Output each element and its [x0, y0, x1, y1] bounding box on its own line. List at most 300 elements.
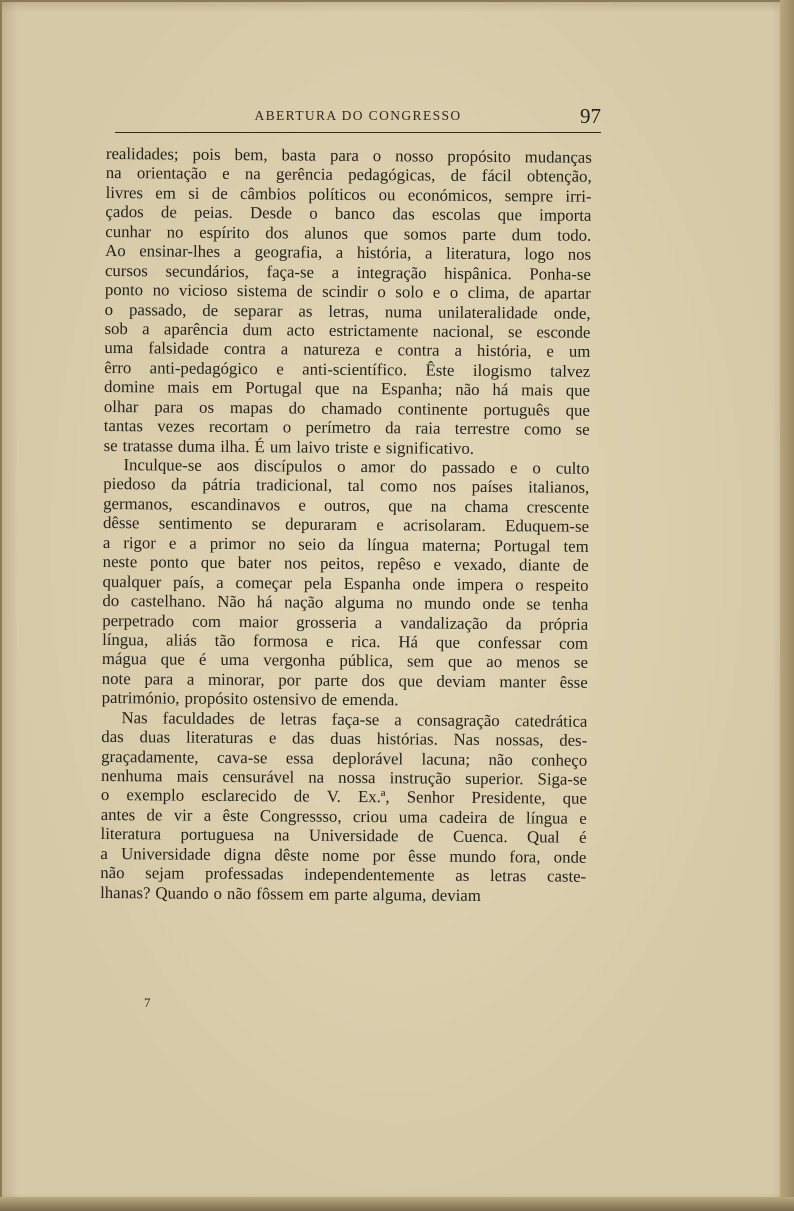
word: onde [553, 847, 587, 867]
word: a [233, 242, 242, 262]
word: anti-pedagógico [149, 358, 258, 379]
word: repêso [376, 554, 421, 574]
word: aliás [166, 630, 197, 650]
word: e [509, 458, 518, 478]
word: livres [105, 182, 143, 203]
word: mundo [424, 593, 471, 613]
word: antes [100, 804, 136, 825]
word: criou [352, 806, 388, 827]
word: chama [464, 496, 509, 517]
word: laivo [296, 437, 330, 457]
word: a [216, 572, 224, 592]
word: de [160, 202, 177, 222]
word: deviam [431, 885, 481, 905]
word: dêste [274, 845, 309, 865]
word: clima, [467, 282, 510, 303]
word: bem, [234, 145, 268, 165]
word: Ponha-se [529, 263, 592, 284]
word: continente [397, 398, 468, 419]
word: primor [209, 533, 256, 553]
word: Êste [425, 360, 455, 380]
word: na [244, 164, 261, 184]
word: de [146, 805, 163, 825]
word: gerência [275, 164, 333, 185]
word: a [100, 843, 108, 863]
word: êsse [559, 672, 588, 692]
word: e [268, 728, 277, 748]
word: Nas [453, 729, 480, 750]
word: apartar [544, 283, 591, 303]
text-line [102, 649, 588, 672]
word: numa [384, 301, 423, 321]
word: como [379, 476, 418, 496]
word: basta [281, 145, 317, 165]
page-number: 97 [580, 104, 601, 128]
word: falsidade [148, 338, 209, 359]
word: des- [559, 730, 588, 750]
word: o [532, 458, 541, 478]
word: Universidade [308, 825, 399, 846]
word: de [572, 555, 589, 575]
word: que [315, 378, 340, 399]
word: Portugal [245, 378, 303, 398]
word: rica. [351, 631, 381, 652]
word: depuraram [285, 514, 358, 535]
word: fora, [509, 846, 541, 867]
word: e [432, 282, 441, 302]
word: a [331, 262, 340, 282]
word: Cuenca. [452, 827, 508, 847]
word: do [102, 591, 120, 611]
word: professadas [205, 863, 284, 884]
word: castelhano. [130, 591, 206, 611]
word: que [388, 496, 413, 516]
text-line [101, 747, 587, 770]
word: pátria [202, 475, 241, 495]
word: Presidente, [471, 788, 546, 808]
word: si [188, 183, 200, 203]
word: mais [521, 380, 553, 400]
word: integração [356, 262, 427, 283]
word: propósito [184, 688, 248, 709]
word: e [222, 164, 230, 184]
word: se [526, 594, 541, 614]
text-line [100, 883, 586, 906]
word: esconde [536, 322, 591, 342]
word: das [292, 728, 315, 748]
word: na [105, 163, 122, 183]
word: o [337, 456, 346, 476]
word: se [573, 653, 589, 673]
word: a [189, 533, 197, 553]
word: qualquer [102, 571, 162, 592]
word: êrro [104, 357, 132, 378]
word: o [449, 282, 459, 302]
word: que [398, 671, 423, 691]
word: não [100, 863, 125, 883]
word: português [483, 399, 550, 420]
word: e [546, 341, 554, 361]
word: que [363, 223, 389, 243]
word: contra [223, 339, 266, 359]
word: significativo. [385, 437, 475, 458]
word: alunos [304, 223, 349, 243]
body-text [100, 144, 592, 906]
word: propósito [447, 146, 511, 167]
word: há [256, 592, 273, 612]
word: há [492, 380, 509, 400]
word: Senhor [406, 787, 455, 808]
word: e [376, 515, 384, 535]
word: acrisolaram. [403, 515, 486, 536]
word: que [497, 205, 523, 225]
word: digna [223, 844, 262, 864]
word: onde [412, 574, 446, 594]
text-line [104, 416, 590, 439]
word: triste [334, 437, 369, 457]
word: Quando [155, 883, 209, 903]
word: alguma, [372, 884, 427, 905]
word: histórias. [376, 729, 438, 749]
word: o [515, 574, 524, 594]
word: aparência [163, 319, 229, 339]
word: dêsse [102, 513, 140, 533]
signature-mark: 7 [144, 995, 151, 1010]
word: deviam [436, 671, 486, 691]
word: o [377, 282, 386, 302]
word: terrestre [454, 418, 510, 439]
word: obtenção, [526, 166, 592, 187]
word: tradicional, [256, 475, 333, 496]
word: grosseria [296, 612, 357, 632]
word: a [374, 612, 383, 632]
word: lacuna; [421, 749, 471, 769]
word: mudanças [524, 147, 592, 167]
word: Ex.ª, [357, 787, 390, 807]
word: irri- [565, 186, 592, 206]
word: outros, [323, 495, 371, 515]
word: para [144, 669, 174, 689]
word: em [211, 378, 233, 398]
word: pois [192, 144, 221, 164]
word: que [435, 632, 461, 652]
word: vicioso [178, 280, 228, 301]
word: perímetro [305, 417, 371, 438]
word: piedoso [103, 474, 156, 494]
word: ponto [149, 552, 189, 572]
word: dum [511, 224, 542, 245]
word: dos [361, 670, 385, 691]
word: mundo [449, 846, 497, 866]
word: duas [139, 727, 171, 747]
word: passado, [128, 299, 187, 320]
word: do [288, 398, 306, 418]
word: duas [330, 728, 362, 749]
word: lhanas? [100, 882, 151, 902]
word: económicos, [407, 185, 493, 205]
word: portuguesa [180, 824, 255, 845]
word: o [372, 146, 382, 166]
word: letras [280, 709, 317, 729]
word: nosso [395, 146, 434, 166]
word: discípulos [254, 456, 323, 476]
word: nossas, [495, 730, 544, 750]
word: vezes [157, 416, 195, 436]
word: a [335, 242, 344, 263]
word: literaturas [185, 727, 254, 748]
word: graçadamente, [101, 746, 199, 767]
word: scindir [322, 281, 368, 302]
word: de [498, 807, 515, 828]
word: geografia, [254, 242, 323, 262]
word: peitos, [319, 553, 365, 574]
word: se [575, 419, 590, 439]
word: para [154, 397, 184, 417]
word: de [293, 786, 310, 807]
word: materna; [421, 535, 481, 555]
word: por [278, 670, 301, 690]
word: espírito [199, 222, 250, 242]
word: parte [334, 884, 368, 904]
word: somos [403, 224, 447, 244]
word: de [249, 708, 266, 728]
word: diante [518, 555, 561, 575]
word: e [168, 533, 177, 553]
word: uma [104, 338, 134, 358]
word: no [268, 534, 286, 554]
word: tratasse [122, 435, 174, 456]
word: fôssem [256, 883, 304, 904]
word: os [199, 397, 215, 417]
word: Universidade [121, 843, 211, 864]
word: hispânica. [444, 263, 512, 283]
word: logo [524, 244, 555, 264]
word: o [104, 299, 114, 319]
word: sejam [145, 863, 185, 883]
word: faça-se [331, 709, 380, 729]
word: que [200, 552, 226, 573]
word: Há [398, 632, 419, 652]
word: a [394, 709, 402, 730]
word: italianos, [528, 477, 590, 498]
word: formosa [252, 631, 309, 651]
word: as [455, 865, 470, 886]
word: não [488, 749, 513, 769]
word: um [568, 342, 591, 362]
word: cadeira [438, 807, 488, 827]
word: conheço [531, 749, 588, 770]
word: no [395, 593, 413, 613]
word: nacional, [432, 321, 494, 341]
word: todo. [557, 225, 592, 245]
word: e [325, 631, 334, 651]
word: sentimento [158, 513, 233, 534]
word: como [523, 419, 562, 439]
word: tem [563, 536, 589, 556]
word: e [373, 437, 381, 457]
word: a [454, 341, 463, 361]
word: cunhar [105, 221, 152, 242]
word: literatura [100, 824, 162, 844]
word: crescente [526, 497, 590, 517]
word: se [103, 435, 118, 455]
word: êste [222, 805, 249, 826]
word: que [565, 400, 590, 420]
word: anti-scientífico. [302, 359, 408, 380]
word: ilha. [220, 436, 250, 456]
word: parte [462, 224, 497, 244]
word: respeito [535, 575, 589, 595]
word: V. [326, 787, 341, 807]
word: esclarecido [201, 786, 277, 806]
word: fácil [481, 166, 512, 186]
word: tão [214, 630, 236, 650]
word: não [455, 380, 480, 400]
word: tenha [551, 594, 589, 614]
word: estrictamente [328, 320, 419, 341]
word: por [372, 845, 396, 866]
word: Nas [121, 707, 148, 728]
word: o [309, 203, 318, 223]
word: consagração [416, 710, 500, 730]
word: orientação [136, 163, 207, 184]
word: Espanha; [380, 379, 443, 399]
word: para [329, 145, 359, 165]
word: domine [104, 377, 155, 397]
word: mágua [101, 649, 147, 669]
page-bottom-edge [0, 1197, 794, 1211]
word: unilateralidade [438, 302, 538, 322]
word: exemplo [126, 785, 185, 806]
word: tal [347, 476, 365, 496]
word: em [308, 884, 330, 904]
word: Congressso, [259, 806, 342, 826]
word: no [166, 222, 184, 242]
word: câmbios [240, 183, 297, 204]
word: se [251, 514, 266, 534]
word: çados [105, 202, 144, 222]
running-head [115, 100, 601, 133]
word: sistema [236, 281, 288, 301]
word: património, [101, 688, 180, 708]
word: importa [539, 205, 592, 226]
word: começar [235, 572, 293, 593]
word: a [186, 669, 195, 689]
word: uma [220, 650, 250, 670]
word: nos [283, 553, 308, 573]
word: na [308, 767, 325, 787]
text-line [106, 163, 592, 186]
word: mais [167, 377, 200, 397]
word: alguma [334, 592, 385, 613]
word: a [203, 805, 212, 825]
word: que [565, 380, 591, 401]
word: em [155, 183, 176, 203]
running-title: ABERTURA DO CONGRESSO [254, 108, 462, 123]
word: faça-se [266, 261, 315, 282]
word: não [226, 883, 252, 903]
word: ou [378, 185, 396, 205]
word: mais [176, 766, 209, 786]
word: amor [360, 457, 396, 477]
word: das [101, 727, 124, 747]
word: história, [356, 243, 412, 263]
word: das [392, 204, 415, 224]
text-line [103, 474, 589, 497]
word: sem [406, 651, 435, 671]
word: ponto [104, 280, 144, 300]
word: nenhuma [100, 765, 163, 786]
word: onde, [553, 303, 591, 323]
word: sob [104, 318, 128, 339]
word: perpetrado [102, 610, 175, 631]
word: Eduquem-se [505, 516, 590, 537]
word: Não [217, 591, 246, 612]
word: independentemente [304, 864, 435, 885]
word: que [160, 649, 185, 670]
word: nome [322, 845, 360, 865]
word: neste [102, 552, 138, 572]
word: e [276, 359, 284, 379]
word: rigor [123, 532, 157, 553]
word: de [321, 689, 338, 710]
word: que [562, 789, 587, 809]
page-right-edge [780, 0, 794, 1211]
word: dum [242, 320, 273, 340]
word: note [101, 668, 131, 689]
word: ensinar-lhes [139, 241, 221, 262]
word: vergonha [263, 650, 326, 671]
word: língua, [102, 629, 149, 650]
word: com [559, 633, 589, 653]
word: a [102, 532, 111, 552]
word: o [213, 883, 223, 903]
word: literatura, [445, 243, 511, 264]
word: essa [285, 747, 314, 768]
word: aos [216, 455, 240, 476]
word: a [142, 319, 150, 339]
text-line [102, 591, 588, 614]
word: de [518, 283, 535, 303]
word: confessar [477, 632, 542, 653]
word: acto [286, 320, 315, 340]
word: dos [265, 223, 289, 243]
word: e [375, 340, 383, 360]
word: Espanha [343, 573, 401, 593]
word: com [191, 611, 222, 631]
word: realidades; [105, 144, 179, 164]
word: as [298, 301, 313, 321]
word: onde [482, 594, 516, 614]
word: sempre [504, 186, 554, 206]
word: Qual [526, 827, 560, 847]
word: da [338, 534, 355, 554]
word: censurável [222, 766, 295, 787]
word: bater [237, 553, 272, 573]
word: natureza [303, 339, 361, 360]
word: própria [539, 613, 589, 634]
word: vexado, [453, 554, 507, 575]
word: na [352, 379, 369, 399]
text-line [101, 805, 587, 828]
word: pública, [339, 651, 394, 671]
word: letras, [328, 301, 370, 321]
word: impera [456, 574, 504, 594]
word: parte [314, 670, 348, 690]
word: na [430, 496, 447, 516]
word: separar [234, 300, 283, 320]
word: peias. [194, 203, 233, 223]
